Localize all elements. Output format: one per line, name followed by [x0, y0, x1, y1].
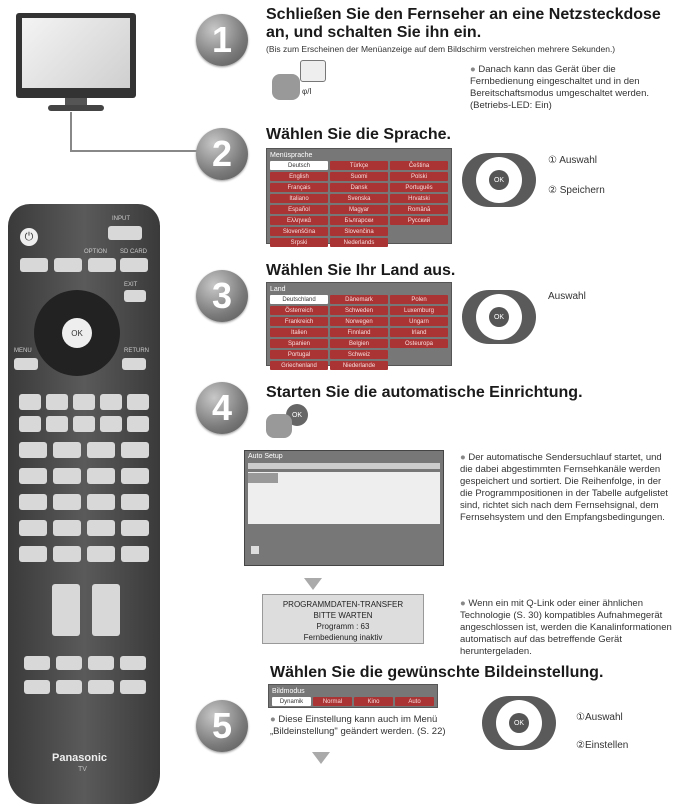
step-5-label-set: ②Einstellen: [576, 740, 629, 751]
menu-option[interactable]: Spanien: [270, 339, 328, 348]
menu-option[interactable]: Slovenščina: [270, 227, 328, 236]
remote-key[interactable]: [127, 416, 149, 432]
step-2-label-store: ② Speichern: [548, 185, 605, 196]
remote-key[interactable]: [127, 394, 149, 410]
language-menu: Menüsprache Deutsch English Français Italiano Español Ελληνικά Slovenščina Srpski Türkçe Suomi Dansk Svenska Magyar Български Slovenčina Nederlands Čeština Polski Português Hrvatski Română Русский: [266, 148, 452, 244]
remote-key[interactable]: [46, 416, 68, 432]
step-5-note: ● Diese Einstellung kann auch im Menü „Bildeinstellung" geändert werden. (S. 22): [270, 714, 446, 737]
power-button-illustration: φ/I: [272, 60, 332, 106]
remote-key[interactable]: [24, 656, 50, 670]
menu-option[interactable]: Auto: [395, 697, 434, 706]
remote-key[interactable]: [121, 520, 149, 536]
remote-key[interactable]: [53, 442, 81, 458]
remote-key[interactable]: [19, 442, 47, 458]
remote-key[interactable]: [120, 656, 146, 670]
menu-option[interactable]: Ungarn: [390, 317, 448, 326]
remote-key[interactable]: [92, 584, 120, 636]
remote-key[interactable]: [87, 442, 115, 458]
menu-option[interactable]: Normal: [313, 697, 352, 706]
menu-option[interactable]: Norwegen: [330, 317, 388, 326]
remote-key[interactable]: [56, 680, 82, 694]
remote-key[interactable]: [100, 394, 122, 410]
remote-key[interactable]: [87, 546, 115, 562]
step-5-label-select: ①Auswahl: [576, 712, 623, 723]
menu-option[interactable]: Srpski: [270, 238, 328, 247]
menu-option[interactable]: Français: [270, 183, 328, 192]
dpad-step-3: OK: [462, 290, 536, 344]
remote-key[interactable]: [53, 520, 81, 536]
menu-option[interactable]: Irland: [390, 328, 448, 337]
brand-label: Panasonic: [52, 752, 108, 764]
step-5-number: 5: [196, 700, 248, 752]
country-menu: Land Deutschland Österreich Frankreich Italien Spanien Portugal Griechenland Dänemark Schweden Norwegen Finnland Belgien Schweiz Niederlande Polen Luxemburg Ungarn Irland Osteuropa: [266, 282, 452, 366]
remote-key[interactable]: [52, 584, 80, 636]
menu-option[interactable]: Türkçe: [330, 161, 388, 170]
menu-option[interactable]: Nederlands: [330, 238, 388, 247]
menu-option[interactable]: Čeština: [390, 161, 448, 170]
step-5-heading: Wählen Sie die gewünschte Bildeinstellung.: [270, 664, 604, 681]
menu-option[interactable]: Svenska: [330, 194, 388, 203]
remote-key[interactable]: [19, 394, 41, 410]
step-1-note: ● Danach kann das Gerät über die Fernbedienung eingeschaltet und in den Bereitschaftsmodus umgeschaltet werden. (Betriebs-LED: Ein): [470, 64, 650, 111]
remote-key[interactable]: [88, 656, 114, 670]
remote-key[interactable]: [53, 468, 81, 484]
remote-key[interactable]: [19, 416, 41, 432]
menu-option[interactable]: Hrvatski: [390, 194, 448, 203]
power-icon: ⏻: [20, 228, 38, 246]
step-3-label-select: Auswahl: [548, 291, 586, 302]
menu-option[interactable]: Deutsch: [270, 161, 328, 170]
remote-key[interactable]: [46, 394, 68, 410]
step-1-heading: Schließen Sie den Fernseher an eine Netzsteckdose an, und schalten Sie ihn ein.: [266, 6, 661, 41]
arrow-down-icon: [312, 752, 330, 764]
remote-key[interactable]: [120, 680, 146, 694]
ok-button-illustration: OK: [266, 402, 324, 442]
menu-option[interactable]: Suomi: [330, 172, 388, 181]
menu-option[interactable]: Kino: [354, 697, 393, 706]
menu-option[interactable]: Polen: [390, 295, 448, 304]
menu-option[interactable]: Ελληνικά: [270, 216, 328, 225]
menu-option[interactable]: Luxemburg: [390, 306, 448, 315]
remote-key[interactable]: [19, 494, 47, 510]
remote-key[interactable]: [19, 520, 47, 536]
menu-option[interactable]: Magyar: [330, 205, 388, 214]
remote-key[interactable]: [121, 442, 149, 458]
remote-key[interactable]: [100, 416, 122, 432]
menu-option[interactable]: Belgien: [330, 339, 388, 348]
remote-control: ⏻ INPUT OPTION SD CARD EXIT OK MENU RETURN Panasonic TV: [8, 204, 160, 804]
menu-option[interactable]: Română: [390, 205, 448, 214]
step-3-number: 3: [196, 270, 248, 322]
step-4-heading: Starten Sie die automatische Einrichtung.: [266, 384, 583, 401]
remote-key[interactable]: [53, 494, 81, 510]
menu-option[interactable]: Español: [270, 205, 328, 214]
menu-option[interactable]: Italien: [270, 328, 328, 337]
remote-key[interactable]: [121, 468, 149, 484]
menu-option[interactable]: Português: [390, 183, 448, 192]
menu-option[interactable]: Slovenčina: [330, 227, 388, 236]
remote-key[interactable]: [87, 468, 115, 484]
remote-key[interactable]: [87, 494, 115, 510]
menu-option[interactable]: Frankreich: [270, 317, 328, 326]
step-2-number: 2: [196, 128, 248, 180]
step-1-subtext: (Bis zum Erscheinen der Menüanzeige auf dem Bildschirm verstreichen mehrere Sekunden.): [266, 44, 616, 54]
auto-setup-screen: Auto Setup: [244, 450, 444, 566]
menu-option[interactable]: Deutschland: [270, 295, 328, 304]
step-2-label-select: ① Auswahl: [548, 155, 597, 166]
menu-option[interactable]: English: [270, 172, 328, 181]
remote-key[interactable]: [56, 656, 82, 670]
menu-option[interactable]: Griechenland: [270, 361, 328, 370]
remote-key[interactable]: [121, 494, 149, 510]
remote-ok-button: OK: [62, 318, 92, 348]
menu-option[interactable]: Osteuropa: [390, 339, 448, 348]
menu-option[interactable]: Dänemark: [330, 295, 388, 304]
remote-key[interactable]: [73, 394, 95, 410]
remote-key[interactable]: [19, 546, 47, 562]
menu-option[interactable]: Finnland: [330, 328, 388, 337]
menu-option[interactable]: Schweiz: [330, 350, 388, 359]
menu-option[interactable]: Italiano: [270, 194, 328, 203]
step-4-number: 4: [196, 382, 248, 434]
menu-option[interactable]: Русский: [390, 216, 448, 225]
picture-mode-menu: Bildmodus Dynamik Normal Kino Auto: [268, 684, 438, 708]
dpad-step-5: OK: [482, 696, 556, 750]
transfer-screen: PROGRAMMDATEN-TRANSFER BITTE WARTEN Programm : 63 Fernbedienung inaktiv: [262, 594, 424, 644]
step-2-heading: Wählen Sie die Sprache.: [266, 126, 451, 143]
remote-key[interactable]: [73, 416, 95, 432]
menu-option[interactable]: Polski: [390, 172, 448, 181]
model-label: TV: [78, 766, 87, 773]
menu-option[interactable]: Niederlande: [330, 361, 388, 370]
dpad-step-2: OK: [462, 153, 536, 207]
menu-option[interactable]: Български: [330, 216, 388, 225]
step-4-note-2: ● Wenn ein mit Q-Link oder einer ähnlichen Technologie (S. 30) kompatibles Aufnahmegerät angeschlossen ist, werden die Kanalinformationen automatisch auf das betreffende Gerät heruntergeladen.: [460, 598, 672, 657]
menu-option[interactable]: Schweden: [330, 306, 388, 315]
remote-key[interactable]: [19, 468, 47, 484]
remote-key[interactable]: [121, 546, 149, 562]
remote-key[interactable]: [24, 680, 50, 694]
menu-option[interactable]: Österreich: [270, 306, 328, 315]
menu-option[interactable]: Portugal: [270, 350, 328, 359]
remote-key[interactable]: [88, 680, 114, 694]
step-1-number: 1: [196, 14, 248, 66]
menu-option[interactable]: Dynamik: [272, 697, 311, 706]
step-4-note: ● Der automatische Sendersuchlauf startet, und die dabei abgestimmten Fernsehkanäle werden gespeichert und sortiert. Die Reihenfolge, in der die Programmpositionen in der Tabelle aufgelistet sind, richtet sich nach dem Fernsehsignal, dem Fernsehsystem und den Empfangsbedingungen.: [460, 452, 668, 523]
remote-key[interactable]: [53, 546, 81, 562]
arrow-down-icon: [304, 578, 322, 590]
step-3-heading: Wählen Sie Ihr Land aus.: [266, 262, 456, 279]
menu-option[interactable]: Dansk: [330, 183, 388, 192]
tv-illustration: [10, 5, 140, 115]
remote-key[interactable]: [87, 520, 115, 536]
